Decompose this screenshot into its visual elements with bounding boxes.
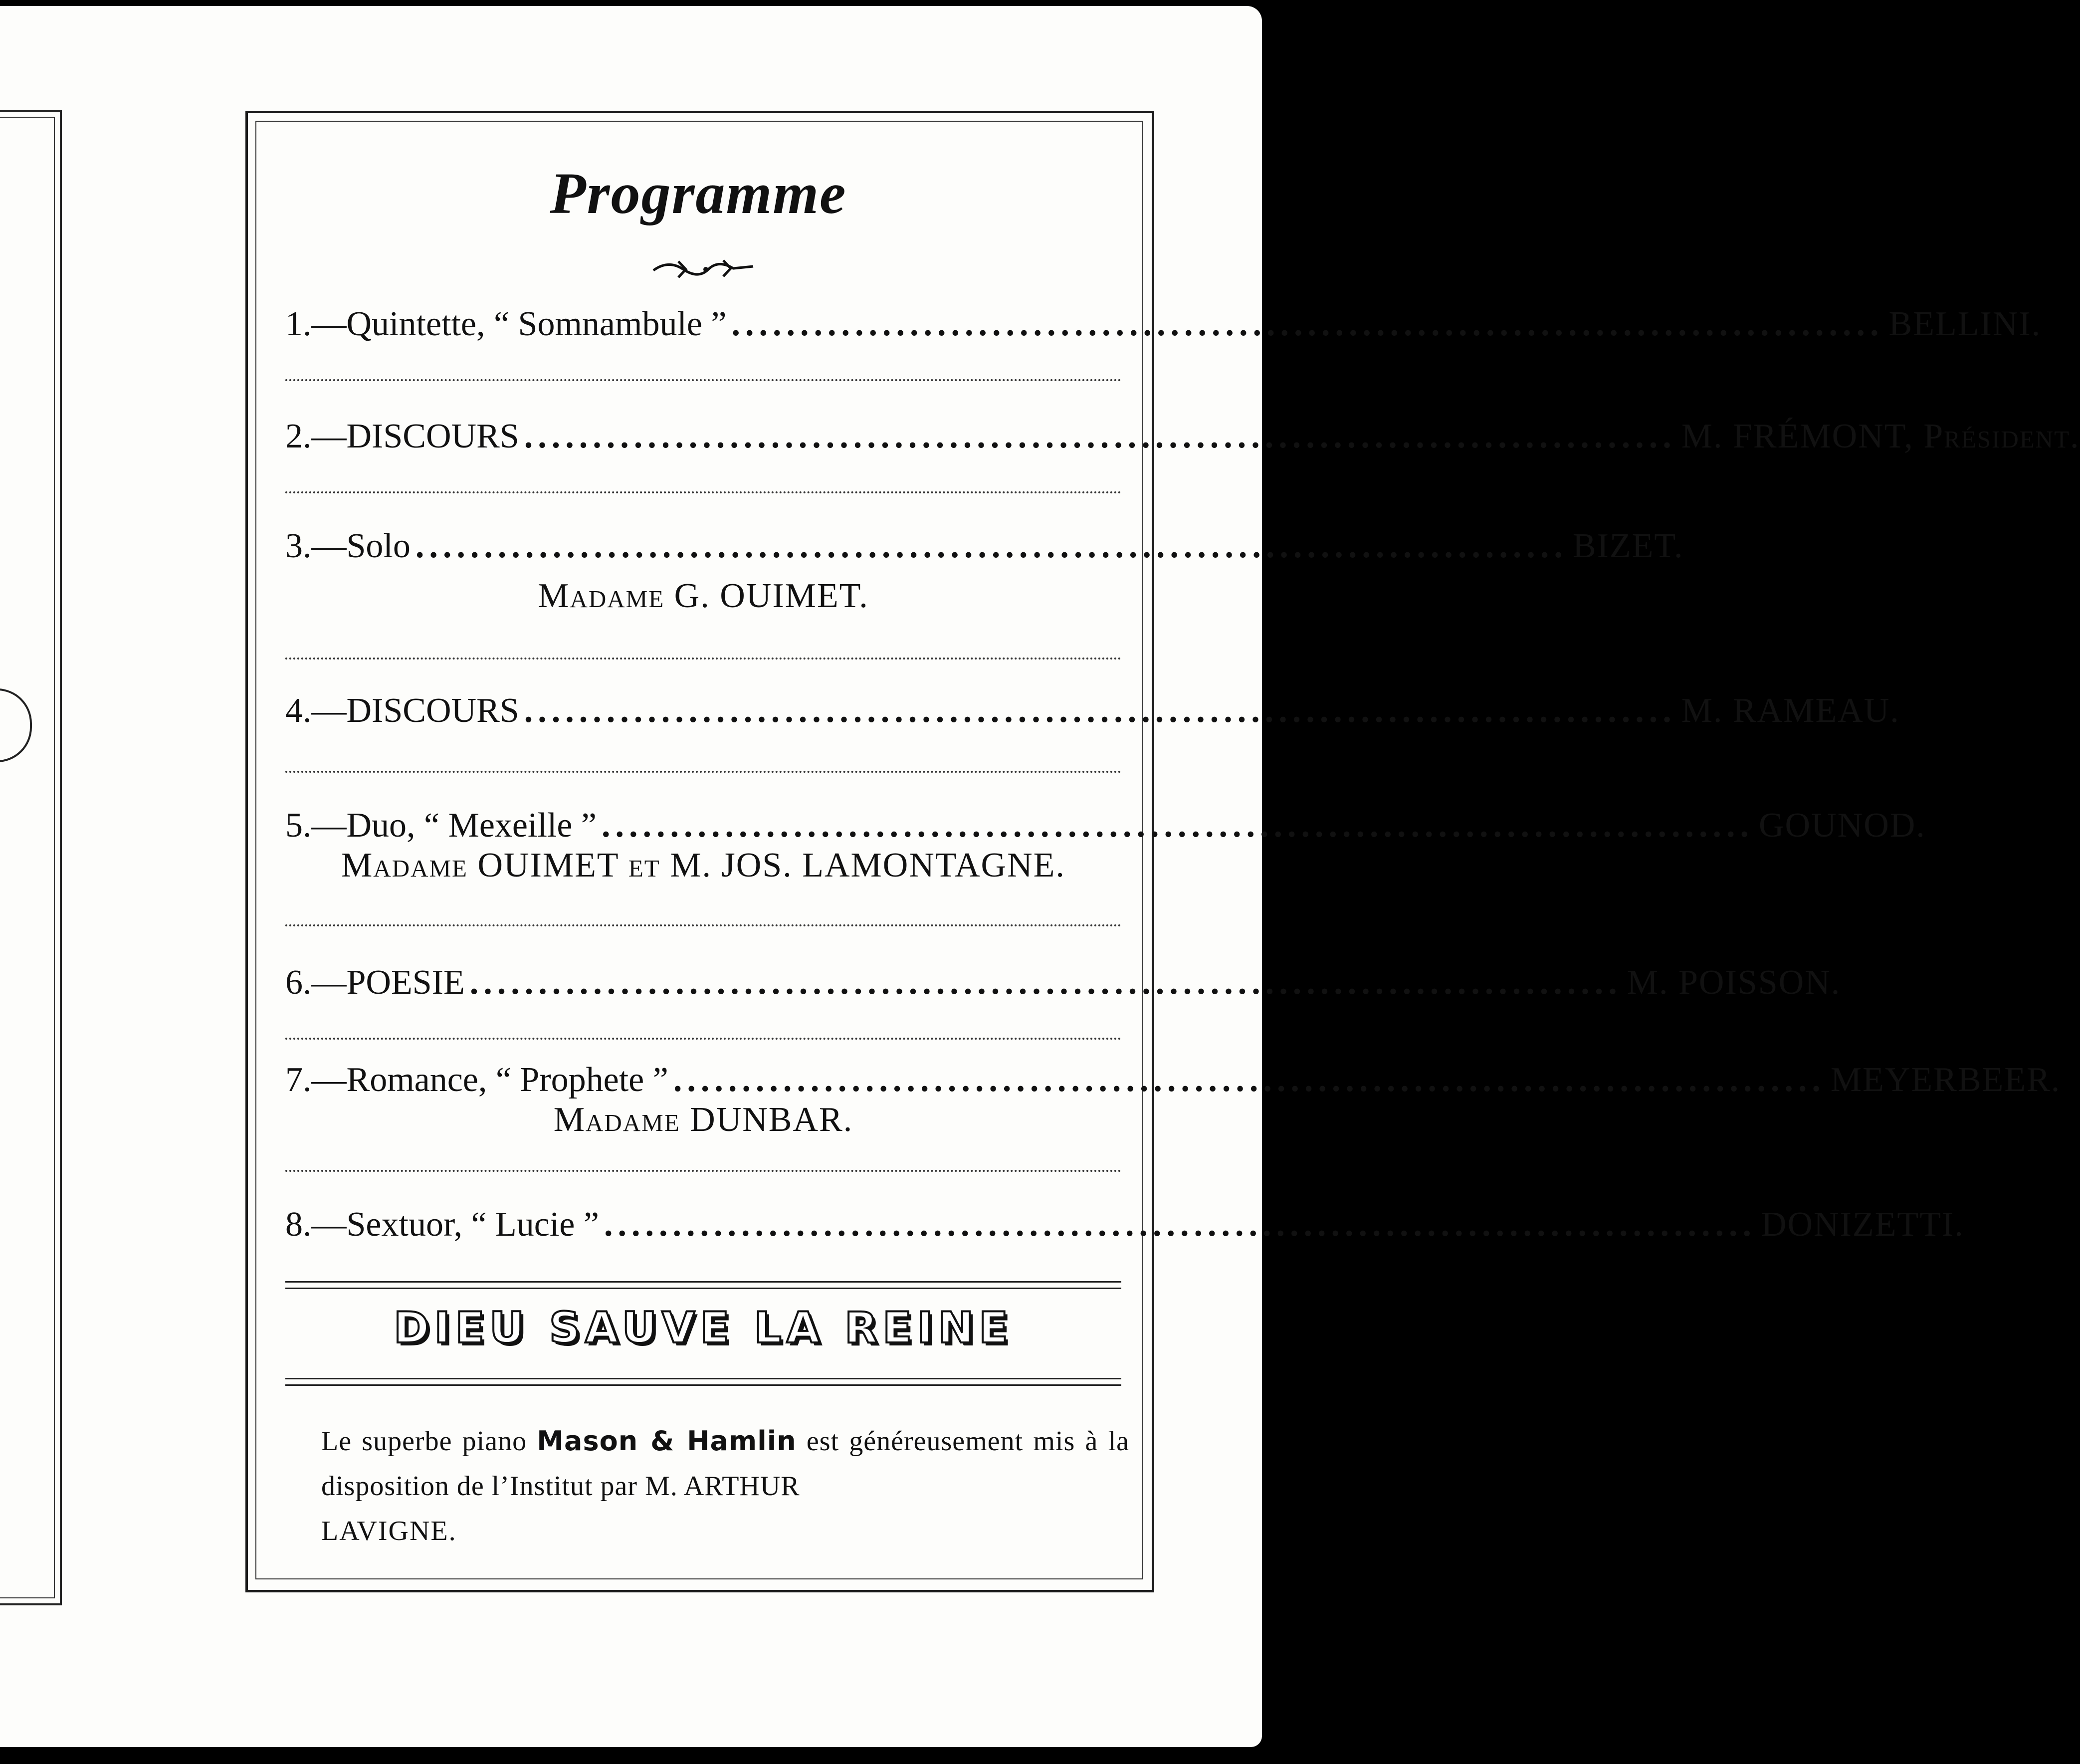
leader-dots: .................................................................................... <box>415 527 1568 565</box>
program-item-6 <box>285 960 1841 1005</box>
leader-dots: .................................................................................... <box>524 691 1676 730</box>
program-item-8 <box>285 1202 1964 1247</box>
anthem-heading: DIEU SAUVE LA REINE <box>394 1303 1013 1353</box>
dotted-divider <box>285 924 1121 926</box>
item-title: DISCOURS <box>346 691 519 730</box>
leader-dots: .................................................................................... <box>601 806 1754 845</box>
program-item-2 <box>285 414 2080 459</box>
item-composer: BELLINI. <box>1888 305 2042 343</box>
item-composer: M. POISSON. <box>1627 963 1841 1002</box>
item-title: Romance, “ Prophete ” <box>346 1061 668 1099</box>
program-item-3 <box>285 524 1684 569</box>
item-composer: M. FRÉMONT, Président. <box>1681 417 2080 455</box>
page-title: Programme <box>550 161 847 226</box>
leader-dots: .................................................................................... <box>673 1061 1826 1099</box>
dotted-divider <box>285 1170 1121 1172</box>
leader-dots: .................................................................................... <box>604 1205 1756 1244</box>
item-composer: DONIZETTI. <box>1761 1205 1964 1244</box>
item-composer: MEYERBEER. <box>1830 1061 2061 1099</box>
double-rule-bottom <box>285 1378 1121 1386</box>
piano-note <box>321 1419 1129 1509</box>
item-number: 6.— <box>285 963 347 1002</box>
item-number: 4.— <box>285 691 347 730</box>
item-number: 1.— <box>285 305 347 343</box>
adjacent-page-frame <box>0 110 62 1605</box>
program-item-1 <box>285 302 2042 347</box>
item-title: Sextuor, “ Lucie ” <box>346 1205 599 1244</box>
program-item-7 <box>285 1058 2061 1102</box>
leader-dots: .................................................................................... <box>731 305 1884 343</box>
dotted-divider <box>285 1038 1121 1040</box>
item-number: 8.— <box>285 1205 347 1244</box>
item-composer: GOUNOD. <box>1758 806 1926 845</box>
program-item-5 <box>285 803 1926 848</box>
item-title: Solo <box>346 527 411 565</box>
program-item-4 <box>285 688 1900 733</box>
note-text-after: est généreusement mis à la disposition de l’Institut par M. ARTHUR <box>321 1426 1129 1502</box>
item-number: 2.— <box>285 417 347 455</box>
item-title: Quintette, “ Somnambule ” <box>346 305 727 343</box>
item-title: DISCOURS <box>346 417 519 455</box>
dotted-divider <box>285 771 1121 773</box>
item-title: POESIE <box>346 963 465 1002</box>
note-text-before: Le superbe piano <box>321 1426 537 1457</box>
item-number: 3.— <box>285 527 347 565</box>
item-composer: BIZET. <box>1572 527 1684 565</box>
leader-dots: .................................................................................... <box>524 417 1676 455</box>
item-composer: M. RAMEAU. <box>1681 691 1900 730</box>
dotted-divider <box>285 658 1121 660</box>
dotted-divider <box>285 491 1121 493</box>
note-signature: LAVIGNE. <box>321 1516 457 1546</box>
item-number: 7.— <box>285 1061 347 1099</box>
leader-dots: .................................................................................... <box>469 963 1622 1002</box>
item-performer: Madame OUIMET et M. JOS. LAMONTAGNE. <box>341 846 1065 884</box>
dotted-divider <box>285 379 1121 381</box>
item-number: 5.— <box>285 806 347 845</box>
piano-brand: Mason & Hamlin <box>537 1425 797 1457</box>
item-title: Duo, “ Mexeille ” <box>346 806 597 845</box>
double-rule-top <box>285 1281 1121 1289</box>
flourish-ornament-icon <box>648 254 758 284</box>
item-performer: Madame G. OUIMET. <box>538 577 869 615</box>
item-performer: Madame DUNBAR. <box>553 1101 853 1139</box>
